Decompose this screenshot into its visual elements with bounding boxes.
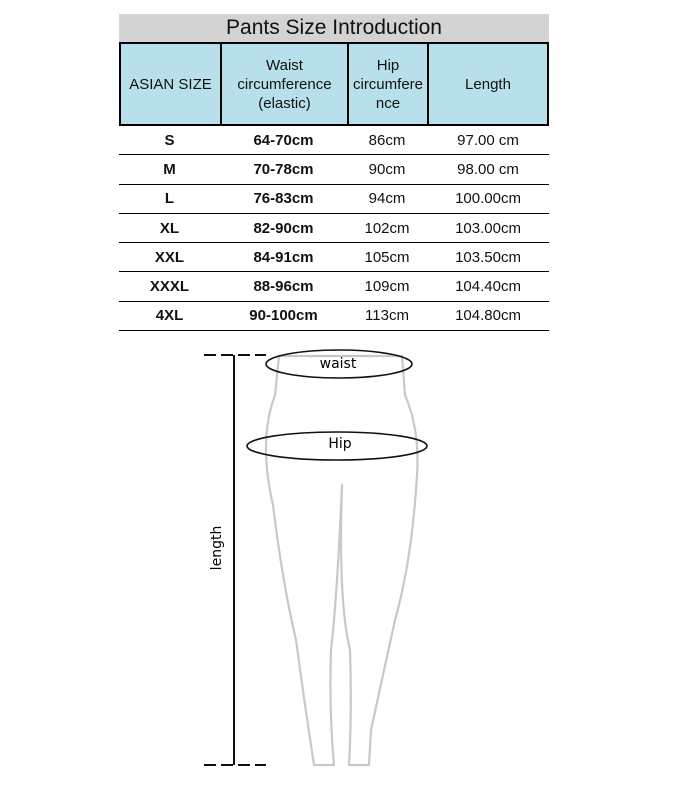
waist-cell: 82-90cm <box>253 219 314 237</box>
hip-label: Hip <box>328 436 352 452</box>
size-cell: M <box>163 160 176 178</box>
waist-cell: 88-96cm <box>253 278 314 296</box>
waist-cell: 84-91cm <box>253 248 314 266</box>
size-chart <box>119 14 549 331</box>
hip-cell: 109cm <box>364 278 410 296</box>
hip-cell: 86cm <box>368 131 406 149</box>
size-cell: XXXL <box>149 278 190 296</box>
table-body <box>119 126 549 331</box>
hip-cell: 113cm <box>365 307 409 325</box>
table-row <box>119 272 549 301</box>
waist-cell: 70-78cm <box>253 160 314 178</box>
length-cell: 98.00 cm <box>457 160 519 178</box>
header-length: Length <box>465 75 511 93</box>
hip-cell: 94cm <box>368 190 406 208</box>
length-label: length <box>209 525 225 571</box>
size-cell: L <box>164 190 175 208</box>
size-cell: XL <box>159 219 180 237</box>
length-cell: 103.00cm <box>455 219 521 237</box>
length-cell: 104.40cm <box>455 278 521 296</box>
length-cell: 97.00 cm <box>457 131 519 149</box>
size-cell: XXL <box>154 248 185 266</box>
header-hip: Hip circumfere nce <box>349 44 429 124</box>
hip-cell: 102cm <box>364 219 410 237</box>
size-cell: 4XL <box>155 307 184 325</box>
table-row <box>119 155 549 184</box>
waist-cell: 64-70cm <box>253 131 314 149</box>
table-row <box>119 126 549 155</box>
length-cell: 103.50cm <box>455 248 521 266</box>
length-cell: 104.80cm <box>455 307 521 325</box>
table-row <box>119 185 549 214</box>
table-row <box>119 214 549 243</box>
table-header <box>119 44 549 126</box>
size-cell: S <box>164 131 175 149</box>
waist-cell: 90-100cm <box>249 307 318 325</box>
hip-cell: 90cm <box>368 160 406 178</box>
header-size: ASIAN SIZE <box>121 44 222 124</box>
header-waist: Waist circumference (elastic) <box>222 44 349 124</box>
waist-label: waist <box>319 356 357 372</box>
leggings-outline <box>266 356 418 765</box>
waist-cell: 76-83cm <box>253 190 314 208</box>
chart-title: Pants Size Introduction <box>119 14 549 44</box>
leggings-diagram <box>0 340 674 780</box>
table-row <box>119 243 549 272</box>
length-cell: 100.00cm <box>455 190 521 208</box>
table-row <box>119 302 549 331</box>
hip-cell: 105cm <box>364 248 410 266</box>
